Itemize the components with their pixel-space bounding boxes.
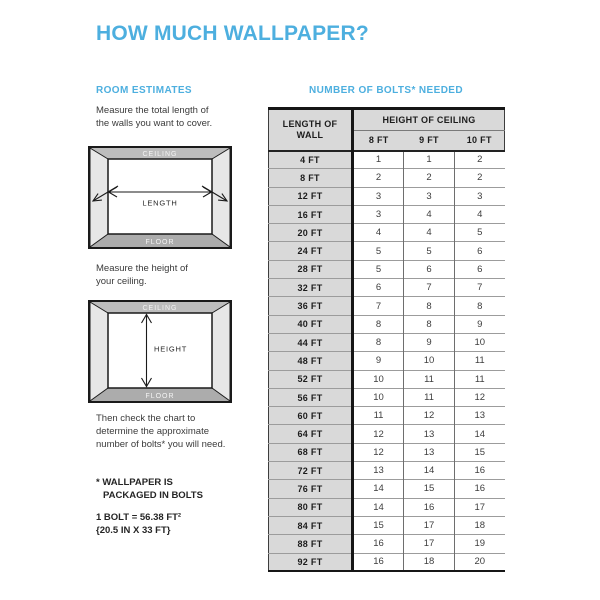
bolt-count-cell: 7 bbox=[404, 279, 455, 297]
bolt-count-cell: 13 bbox=[404, 425, 455, 443]
bolt-count-cell: 8 bbox=[404, 315, 455, 333]
bolt-count-cell: 16 bbox=[455, 480, 505, 498]
table-row bbox=[269, 333, 505, 351]
bolt-count-cell: 11 bbox=[353, 407, 404, 425]
wall-length-cell: 64 FT bbox=[269, 425, 353, 443]
table-row bbox=[269, 352, 505, 370]
table-row bbox=[269, 407, 505, 425]
table-row bbox=[269, 516, 505, 534]
table-row bbox=[269, 425, 505, 443]
table-row bbox=[269, 370, 505, 388]
instruction-line: determine the approximate bbox=[96, 426, 210, 437]
bolt-count-cell: 11 bbox=[404, 388, 455, 406]
measure-length-instruction bbox=[96, 104, 212, 130]
bolt-count-cell: 13 bbox=[455, 407, 505, 425]
table-row bbox=[269, 297, 505, 315]
bolt-count-cell: 14 bbox=[455, 425, 505, 443]
instruction-line: the walls you want to cover. bbox=[96, 118, 213, 129]
bolt-count-cell: 15 bbox=[455, 443, 505, 461]
wall-length-cell: 56 FT bbox=[269, 388, 353, 406]
table-row bbox=[269, 315, 505, 333]
bolts-table bbox=[268, 107, 505, 572]
bolt-count-cell: 16 bbox=[404, 498, 455, 516]
height-label: HEIGHT bbox=[154, 344, 188, 354]
wall-length-cell: 36 FT bbox=[269, 297, 353, 315]
bolt-count-cell: 4 bbox=[455, 205, 505, 223]
wallpaper-packaging-footnote bbox=[96, 477, 203, 502]
wall-length-cell: 72 FT bbox=[269, 462, 353, 480]
height-of-ceiling-header: HEIGHT OF CEILING bbox=[353, 109, 505, 131]
instruction-line: Then check the chart to bbox=[96, 413, 196, 424]
bolt-count-cell: 13 bbox=[404, 443, 455, 461]
bolt-count-cell: 8 bbox=[455, 297, 505, 315]
table-row bbox=[269, 388, 505, 406]
table-row bbox=[269, 553, 505, 571]
bolt-count-cell: 3 bbox=[404, 187, 455, 205]
table-row bbox=[269, 242, 505, 260]
bolt-count-cell: 15 bbox=[404, 480, 455, 498]
bolt-count-cell: 16 bbox=[353, 535, 404, 553]
wall-length-cell: 16 FT bbox=[269, 205, 353, 223]
page-title: HOW MUCH WALLPAPER? bbox=[96, 22, 369, 45]
bolt-count-cell: 6 bbox=[455, 242, 505, 260]
bolt-count-cell: 8 bbox=[353, 315, 404, 333]
table-row bbox=[269, 480, 505, 498]
bolt-count-cell: 4 bbox=[404, 205, 455, 223]
back-wall bbox=[108, 159, 212, 234]
table-row bbox=[269, 462, 505, 480]
footnote-line: PACKAGED IN BOLTS bbox=[103, 489, 203, 501]
bolt-count-cell: 2 bbox=[455, 169, 505, 187]
ceiling-label: CEILING bbox=[142, 151, 178, 159]
bolt-count-cell: 10 bbox=[404, 352, 455, 370]
bolt-info-line: {20.5 IN X 33 FT} bbox=[96, 525, 171, 536]
bolt-count-cell: 10 bbox=[353, 370, 404, 388]
bolt-count-cell: 11 bbox=[455, 352, 505, 370]
bolt-count-cell: 6 bbox=[455, 260, 505, 278]
bolt-count-cell: 20 bbox=[455, 553, 505, 571]
bolt-count-cell: 16 bbox=[455, 462, 505, 480]
floor-label: FLOOR bbox=[145, 392, 175, 400]
bolts-table-container bbox=[268, 107, 504, 572]
instruction-line: your ceiling. bbox=[96, 276, 147, 287]
length-of-wall-header: LENGTH OF WALL bbox=[269, 109, 353, 151]
table-row bbox=[269, 443, 505, 461]
footnote-line: * WALLPAPER IS bbox=[96, 477, 173, 488]
wall-length-cell: 28 FT bbox=[269, 260, 353, 278]
bolt-count-cell: 2 bbox=[404, 169, 455, 187]
table-row bbox=[269, 151, 505, 169]
wall-length-cell: 24 FT bbox=[269, 242, 353, 260]
table-row bbox=[269, 205, 505, 223]
wall-length-cell: 92 FT bbox=[269, 553, 353, 571]
bolts-table-body bbox=[269, 151, 505, 572]
table-row bbox=[269, 498, 505, 516]
wall-length-cell: 20 FT bbox=[269, 224, 353, 242]
bolt-count-cell: 6 bbox=[404, 260, 455, 278]
wall-length-cell: 68 FT bbox=[269, 443, 353, 461]
bolt-count-cell: 17 bbox=[404, 535, 455, 553]
bolts-needed-heading: NUMBER OF BOLTS* NEEDED bbox=[308, 85, 464, 96]
room-length-diagram bbox=[88, 146, 232, 254]
wall-length-cell: 32 FT bbox=[269, 279, 353, 297]
table-row bbox=[269, 535, 505, 553]
bolt-count-cell: 11 bbox=[455, 370, 505, 388]
bolt-count-cell: 1 bbox=[404, 151, 455, 169]
table-row bbox=[269, 279, 505, 297]
bolt-count-cell: 11 bbox=[404, 370, 455, 388]
bolt-count-cell: 13 bbox=[353, 462, 404, 480]
bolt-count-cell: 16 bbox=[353, 553, 404, 571]
room-perspective-drawing bbox=[88, 146, 232, 249]
wall-length-cell: 4 FT bbox=[269, 151, 353, 169]
ceiling-9ft-header: 9 FT bbox=[404, 131, 455, 151]
bolt-count-cell: 17 bbox=[455, 498, 505, 516]
bolt-count-cell: 3 bbox=[353, 187, 404, 205]
bolt-count-cell: 2 bbox=[455, 151, 505, 169]
bolt-count-cell: 6 bbox=[353, 279, 404, 297]
bolt-size-info bbox=[96, 511, 181, 537]
instruction-line: number of bolts* you will need. bbox=[96, 439, 226, 450]
bolt-count-cell: 4 bbox=[353, 224, 404, 242]
bolt-count-cell: 1 bbox=[375, 154, 382, 166]
bolt-count-cell: 12 bbox=[455, 388, 505, 406]
wall-length-cell: 8 FT bbox=[269, 169, 353, 187]
bolt-count-cell: 4 bbox=[404, 224, 455, 242]
bolt-count-cell: 9 bbox=[404, 333, 455, 351]
bolt-count-cell: 5 bbox=[353, 242, 404, 260]
bolt-count-cell: 8 bbox=[353, 333, 404, 351]
bolt-count-cell: 2 bbox=[353, 169, 404, 187]
bolt-count-cell: 12 bbox=[404, 407, 455, 425]
bolt-count-cell: 5 bbox=[455, 224, 505, 242]
bolt-count-cell: 14 bbox=[353, 498, 404, 516]
bolt-count-cell: 18 bbox=[455, 516, 505, 534]
ceiling-10ft-header: 10 FT bbox=[455, 131, 505, 151]
wall-length-cell: 88 FT bbox=[269, 535, 353, 553]
floor-label: FLOOR bbox=[145, 238, 175, 246]
bolt-info-line: 1 BOLT = 56.38 FT² bbox=[96, 512, 182, 523]
bolt-count-cell: 14 bbox=[404, 462, 455, 480]
bolt-count-cell: 15 bbox=[353, 516, 404, 534]
wall-length-cell: 60 FT bbox=[269, 407, 353, 425]
room-estimates-heading: ROOM ESTIMATES bbox=[96, 85, 192, 96]
instruction-line: Measure the total length of bbox=[96, 105, 209, 116]
bolt-count-cell: 3 bbox=[455, 187, 505, 205]
bolt-count-cell: 7 bbox=[353, 297, 404, 315]
instruction-line: Measure the height of bbox=[96, 263, 188, 274]
wall-length-cell: 52 FT bbox=[269, 370, 353, 388]
wall-length-cell: 48 FT bbox=[269, 352, 353, 370]
wall-length-cell: 76 FT bbox=[269, 480, 353, 498]
ceiling-label: CEILING bbox=[142, 305, 178, 313]
bolt-count-cell: 9 bbox=[455, 315, 505, 333]
wall-length-cell: 80 FT bbox=[269, 498, 353, 516]
bolt-count-cell: 19 bbox=[455, 535, 505, 553]
bolt-count-cell: 12 bbox=[353, 425, 404, 443]
wall-length-cell: 12 FT bbox=[269, 187, 353, 205]
bolt-count-cell: 3 bbox=[353, 205, 404, 223]
wall-length-cell: 40 FT bbox=[269, 315, 353, 333]
room-height-diagram bbox=[88, 300, 232, 408]
bolt-count-cell: 12 bbox=[353, 443, 404, 461]
room-perspective-drawing bbox=[88, 300, 232, 403]
bolt-count-cell: 17 bbox=[404, 516, 455, 534]
measure-height-instruction bbox=[96, 262, 188, 288]
bolt-count-cell: 14 bbox=[353, 480, 404, 498]
bolts-table-header bbox=[269, 109, 505, 151]
table-row bbox=[269, 224, 505, 242]
wall-length-cell: 44 FT bbox=[269, 333, 353, 351]
table-row bbox=[269, 187, 505, 205]
wall-length-cell: 84 FT bbox=[269, 516, 353, 534]
length-label: LENGTH bbox=[142, 198, 178, 208]
check-chart-instruction bbox=[96, 412, 225, 451]
bolt-count-cell: 5 bbox=[404, 242, 455, 260]
bolt-count-cell: 8 bbox=[404, 297, 455, 315]
bolt-count-cell: 10 bbox=[455, 333, 505, 351]
bolt-count-cell: 7 bbox=[455, 279, 505, 297]
bolt-count-cell: 18 bbox=[404, 553, 455, 571]
table-row bbox=[269, 169, 505, 187]
ceiling-8ft-header: 8 FT bbox=[353, 131, 404, 151]
bolt-count-cell: 5 bbox=[353, 260, 404, 278]
bolt-count-cell: 10 bbox=[353, 388, 404, 406]
bolt-count-cell: 9 bbox=[353, 352, 404, 370]
table-row bbox=[269, 260, 505, 278]
